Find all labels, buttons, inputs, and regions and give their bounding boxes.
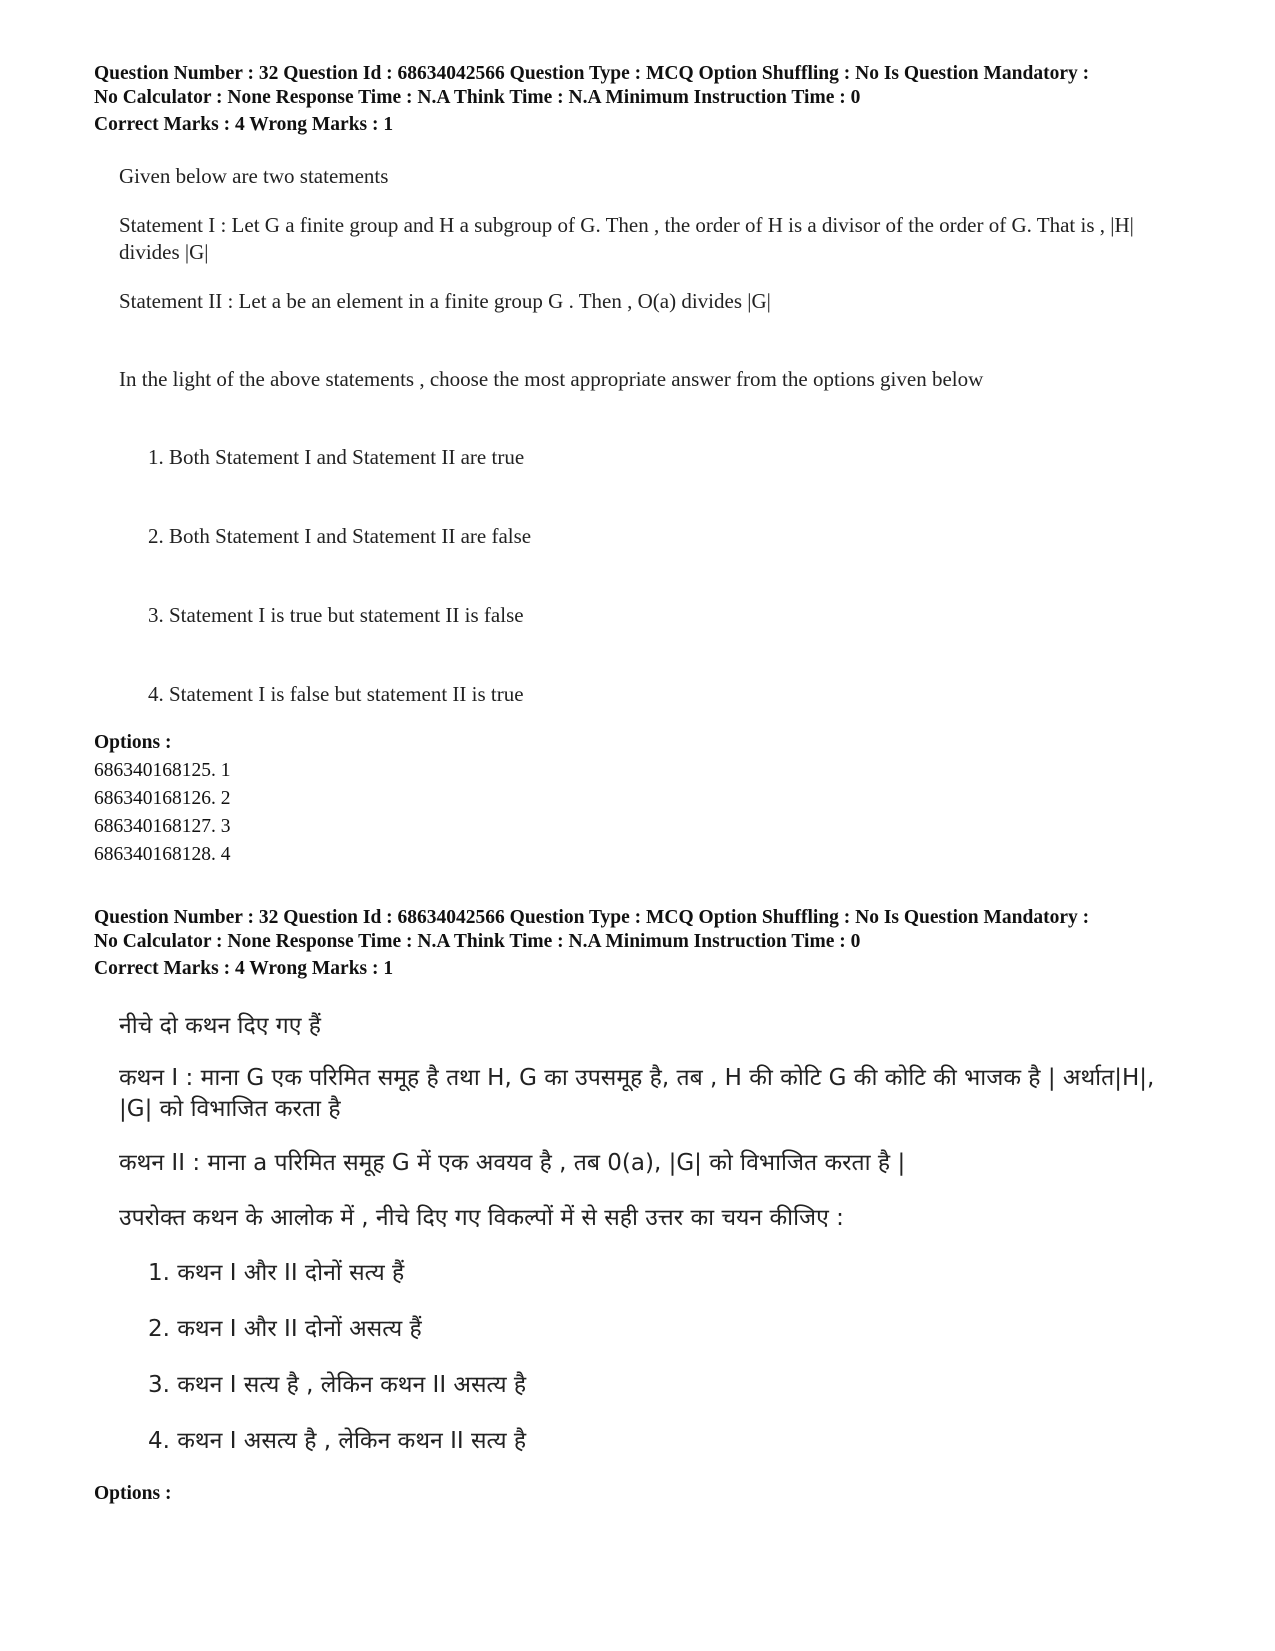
- statement-2: कथन II : माना a परिमित समूह G में एक अवयव है , तब 0(a), |G| को विभाजित करता है |: [119, 1150, 906, 1176]
- option-row: 686340168127. 3: [94, 816, 231, 837]
- marks-line: Correct Marks : 4 Wrong Marks : 1: [94, 958, 394, 979]
- option-row: 686340168126. 2: [94, 788, 231, 809]
- statement-2: Statement II : Let a be an element in a finite group G . Then , O(a) divides |G|: [119, 289, 771, 313]
- marks-line: Correct Marks : 4 Wrong Marks : 1: [94, 114, 394, 135]
- question-intro: Given below are two statements: [119, 164, 389, 188]
- question-meta-line-2: No Calculator : None Response Time : N.A Think Time : N.A Minimum Instruction Time : 0: [94, 87, 861, 108]
- question-meta-line-2: No Calculator : None Response Time : N.A Think Time : N.A Minimum Instruction Time : 0: [94, 931, 861, 952]
- answer-choice: 3. कथन I सत्य है , लेकिन कथन II असत्य है: [148, 1372, 527, 1398]
- answer-choice: 3. Statement I is true but statement II is false: [148, 603, 524, 627]
- question-meta-line-1: Question Number : 32 Question Id : 68634042566 Question Type : MCQ Option Shuffling : No Is Question Mandatory :: [94, 907, 1090, 928]
- question-instruction: उपरोक्त कथन के आलोक में , नीचे दिए गए विकल्पों में से सही उत्तर का चयन कीजिए :: [119, 1205, 844, 1231]
- answer-choice: 2. कथन I और II दोनों असत्य हैं: [148, 1316, 422, 1342]
- options-label: Options :: [94, 1483, 172, 1504]
- question-instruction: In the light of the above statements , choose the most appropriate answer from the options given below: [119, 367, 984, 391]
- answer-choice: 2. Both Statement I and Statement II are false: [148, 524, 532, 548]
- question-meta-line-1: Question Number : 32 Question Id : 68634042566 Question Type : MCQ Option Shuffling : No Is Question Mandatory :: [94, 63, 1090, 84]
- answer-choice: 1. कथन I और II दोनों सत्य हैं: [148, 1260, 405, 1286]
- option-row: 686340168125. 1: [94, 760, 231, 781]
- statement-1: Statement I : Let G a finite group and H a subgroup of G. Then , the order of H is a divisor of the order of G. That is , |H| divides |G|: [119, 213, 1134, 264]
- answer-choice: 4. Statement I is false but statement II is true: [148, 682, 524, 706]
- statement-1: कथन I : माना G एक परिमित समूह है तथा H, G का उपसमूह है, तब , H की कोटि G की कोटि की भाजक है | अर्थात|H|, |G| को विभाजित करता है: [119, 1065, 1155, 1122]
- answer-choice: 1. Both Statement I and Statement II are true: [148, 445, 525, 469]
- answer-choice: 4. कथन I असत्य है , लेकिन कथन II सत्य है: [148, 1428, 527, 1454]
- options-label: Options :: [94, 732, 172, 753]
- question-intro: नीचे दो कथन दिए गए हैं: [119, 1013, 321, 1039]
- option-row: 686340168128. 4: [94, 844, 231, 865]
